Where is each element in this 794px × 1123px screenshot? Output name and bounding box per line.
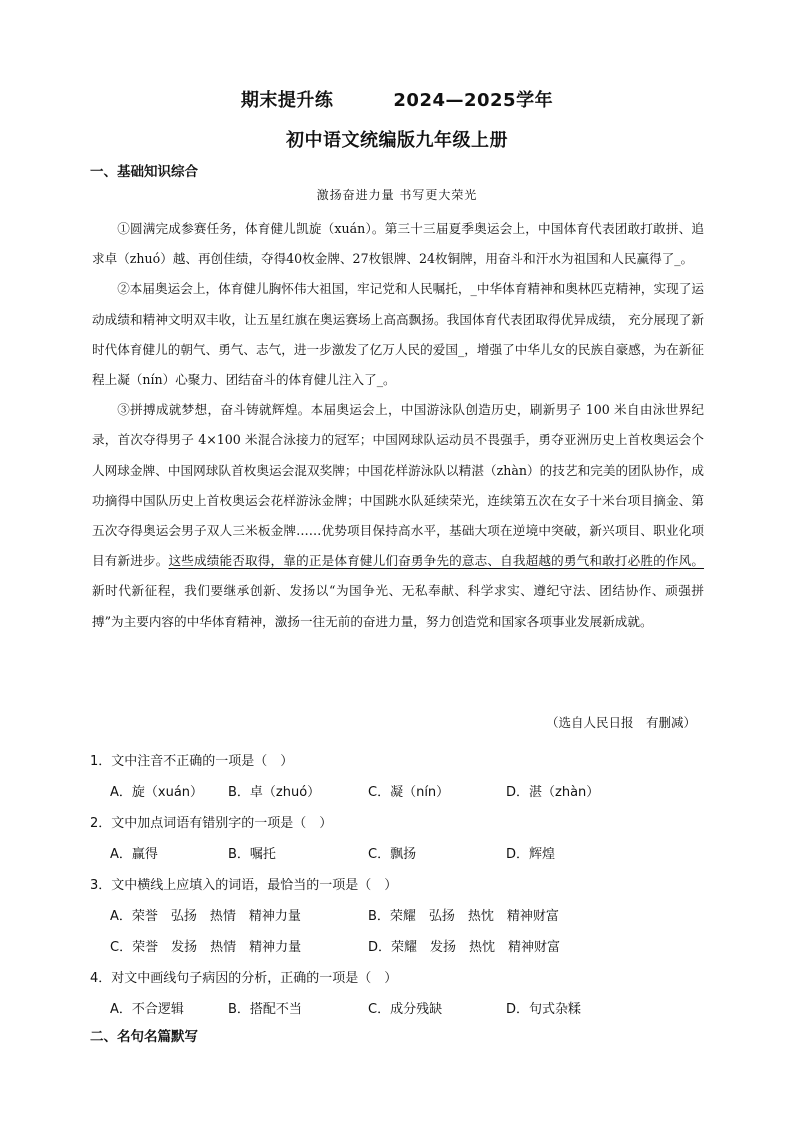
- paragraph-2: ②本届奥运会上，体育健儿胸怀伟大祖国，牢记党和人民嘱托，_中华体育精神和奥林匹克精神，实现了运动成绩和精神文明双丰收，让五星红旗在奥运赛场上高高飘扬。我国体育代表团取得优异成绩， 充分展现了新时代体育健儿的朝气、勇气、志气，进一步激发了亿万人民的爱国_，增强了中华儿女的民族自豪感，为在新征程上凝（nín）心聚力、团结奋斗的体育健儿注入了_。: [92, 281, 704, 388]
- question-4: 4．对文中画线句子病因的分析，正确的一项是（ ）: [90, 971, 398, 986]
- option-b: B．搭配不当: [228, 1002, 302, 1017]
- option-c: C．荣誉 发扬 热情 精神力量: [110, 940, 302, 955]
- section-heading-1: 一、基础知识综合: [90, 164, 198, 180]
- question-2: 2．文中加点词语有错别字的一项是（ ）: [90, 816, 333, 831]
- question-1-options: [110, 781, 710, 801]
- option-a: A．荣誉 弘扬 热情 精神力量: [110, 909, 301, 924]
- option-c: C．凝（nín）: [368, 785, 450, 800]
- question-4-options: [110, 998, 710, 1018]
- option-c: C．飘扬: [368, 847, 417, 862]
- title-left: 期末提升练: [240, 90, 334, 111]
- option-c: C．成分残缺: [368, 1002, 443, 1017]
- paragraph-3-part-b: 新时代新征程，我们要继承创新、发扬以“为国争光、无私奉献、科学求实、遵纪守法、团结协作、顽强拼搏”为主要内容的中华体育精神，激扬一往无前的奋进力量，努力创造党和国家各项事业发展新成就。: [92, 583, 704, 629]
- paragraph-3: [92, 395, 704, 637]
- article-title: 激扬奋进力量 书写更大荣光: [316, 188, 478, 202]
- underlined-sentence: 这些成绩能否取得，靠的正是体育健儿们奋勇争先的意志、自我超越的勇气和敢打必胜的作风。: [168, 553, 705, 569]
- option-a: A．赢得: [110, 847, 158, 862]
- option-a: A．旋（xuán）: [110, 785, 204, 800]
- option-d: D．辉煌: [506, 847, 556, 862]
- page-subtitle: 初中语文统编版九年级上册: [286, 130, 508, 151]
- option-b: B．荣耀 弘扬 热忱 精神财富: [368, 909, 559, 924]
- option-d: D．湛（zhàn）: [506, 785, 600, 800]
- option-b: B．卓（zhuó）: [228, 785, 321, 800]
- option-d: D．句式杂糅: [506, 1002, 582, 1017]
- article-body: [92, 214, 704, 637]
- question-1: 1．文中注音不正确的一项是（ ）: [90, 754, 294, 769]
- question-2-options: [110, 843, 710, 863]
- paragraph-3-part-a: ③拼搏成就梦想，奋斗铸就辉煌。本届奥运会上，中国游泳队创造历史，刷新男子 100 米自由泳世界纪录，首次夺得男子 4×100 米混合泳接力的冠军；中国网球队运动员不畏强手，勇夺亚洲历史上首枚奥运会个人网球金牌、中国网球队首枚奥运会混双奖牌；中国花样游泳队以精湛（zhàn）的技艺和完美的团队协作，成功摘得中国队历史上首枚奥运会花样游泳金牌；中国跳水队延续荣光，连续第五次在女子十米台项目摘金、第五次夺得奥运会男子双人三米板金牌……优势项目保持高水平，基础大项在逆境中突破，新兴项目、职业化项目有新进步。: [92, 402, 704, 569]
- section-heading-2: 二、名句名篇默写: [90, 1029, 198, 1045]
- page-title: [0, 86, 794, 112]
- option-a: A．不合逻辑: [110, 1002, 184, 1017]
- question-3-options-row-2: [110, 936, 710, 956]
- option-b: B．嘱托: [228, 847, 276, 862]
- title-right: 2024—2025学年: [393, 90, 554, 111]
- article-source: （选自人民日报 有删减）: [545, 715, 696, 730]
- question-3: 3．文中横线上应填入的词语，最恰当的一项是（ ）: [90, 878, 398, 893]
- paragraph-1: ①圆满完成参赛任务，体育健儿凯旋（xuán）。第三十三届夏季奥运会上，中国体育代表团敢打敢拼、追求卓（zhuó）越、再创佳绩，夺得40枚金牌、27枚银牌、24枚铜牌，用奋斗和汗水为祖国和人民赢得了_。: [92, 221, 704, 267]
- option-d: D．荣耀 发扬 热忱 精神财富: [368, 940, 561, 955]
- question-3-options-row-1: [110, 905, 710, 925]
